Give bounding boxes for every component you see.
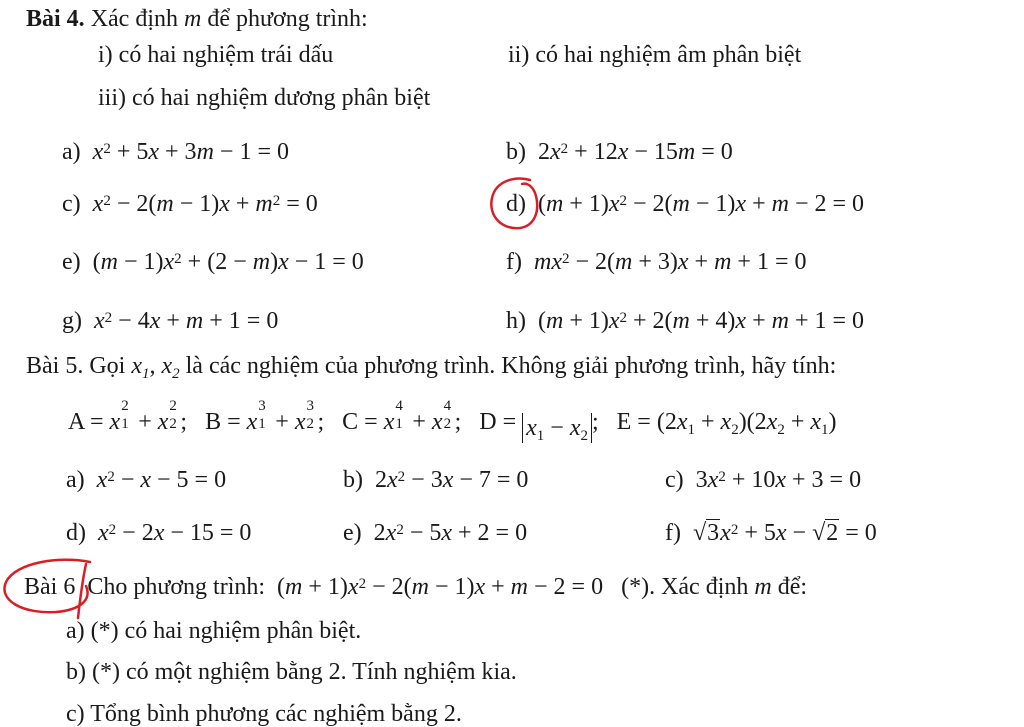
bai4-eq-f: f) $mx^2 - 2(m + 3)x + m + 1 = 0$ [506,249,807,275]
bai5-eq-a: a) $x^2 - x - 5 = 0$ [66,467,227,493]
bai4-eq-a: a) $x^2 + 5x + 3m - 1 = 0$ [62,139,289,165]
bai4-eq-d: d) $(m + 1)x^2 - 2(m - 1)x + m - 2 = 0$ [506,191,865,217]
annotation-circle-bai4-d [486,174,546,236]
bai6-item-a: a) (*) có hai nghiệm phân biệt. [66,618,362,644]
bai4-eq-h: h) $(m + 1)x^2 + 2(m + 4)x + m + 1 = 0$ [506,308,865,334]
bai4-condition-i: i) có hai nghiệm trái dấu [98,42,334,68]
bai4-condition-ii: ii) có hai nghiệm âm phân biệt [508,42,802,68]
bai5-eq-f: f) $√3x^2 + 5x - √2 = 0$ [665,520,877,546]
bai4-eq-g: g) $x^2 - 4x + m + 1 = 0$ [62,308,279,334]
bai5-eq-b: b) $2x^2 - 3x - 7 = 0$ [343,467,529,493]
bai4-condition-iii: iii) có hai nghiệm dương phân biệt [98,85,431,111]
bai4-eq-b: b) $2x^2 + 12x - 15m = 0$ [506,139,733,165]
bai6-item-c: c) Tổng bình phương các nghiệm bằng 2. [66,701,462,727]
bai5-eq-d: d) $x^2 - 2x - 15 = 0$ [66,520,252,546]
bai4-eq-c: c) $x^2 - 2(m - 1)x + m^2 = 0$ [62,191,318,217]
bai6-heading: Bài 6 Cho phương trình: $(m + 1)x^2 - 2(m - 1)x + m - 2 = 0$ (*). Xác định m để: [24,574,808,600]
annotation-circle-bai6 [0,552,100,624]
bai5-heading: Bài 5. Gọi $x_1$, $x_2$ là các nghiệm của phương trình. Không giải phương trình, hãy tính: [26,353,837,382]
bai6-item-b: b) (*) có một nghiệm bằng 2. Tính nghiệm kia. [66,659,517,685]
bai4-eq-e: e) $(m - 1)x^2 + (2 - m)x - 1 = 0$ [62,249,364,275]
bai5-expressions: A = x 2 1 + x 2 2 ; B = x 3 1 + x 3 2 ; C = x 4 1 + x 4 2 ; $D = x_1 - x_2$; $E = (2x_1 + x_2)(2x_2 + x_1)$ [68,398,837,444]
bai5-eq-e: e) $2x^2 - 5x + 2 = 0$ [343,520,528,546]
bai4-heading: Bài 4. Xác định m để phương trình: [26,6,368,32]
bai5-eq-c: c) $3x^2 + 10x + 3 = 0$ [665,467,862,493]
